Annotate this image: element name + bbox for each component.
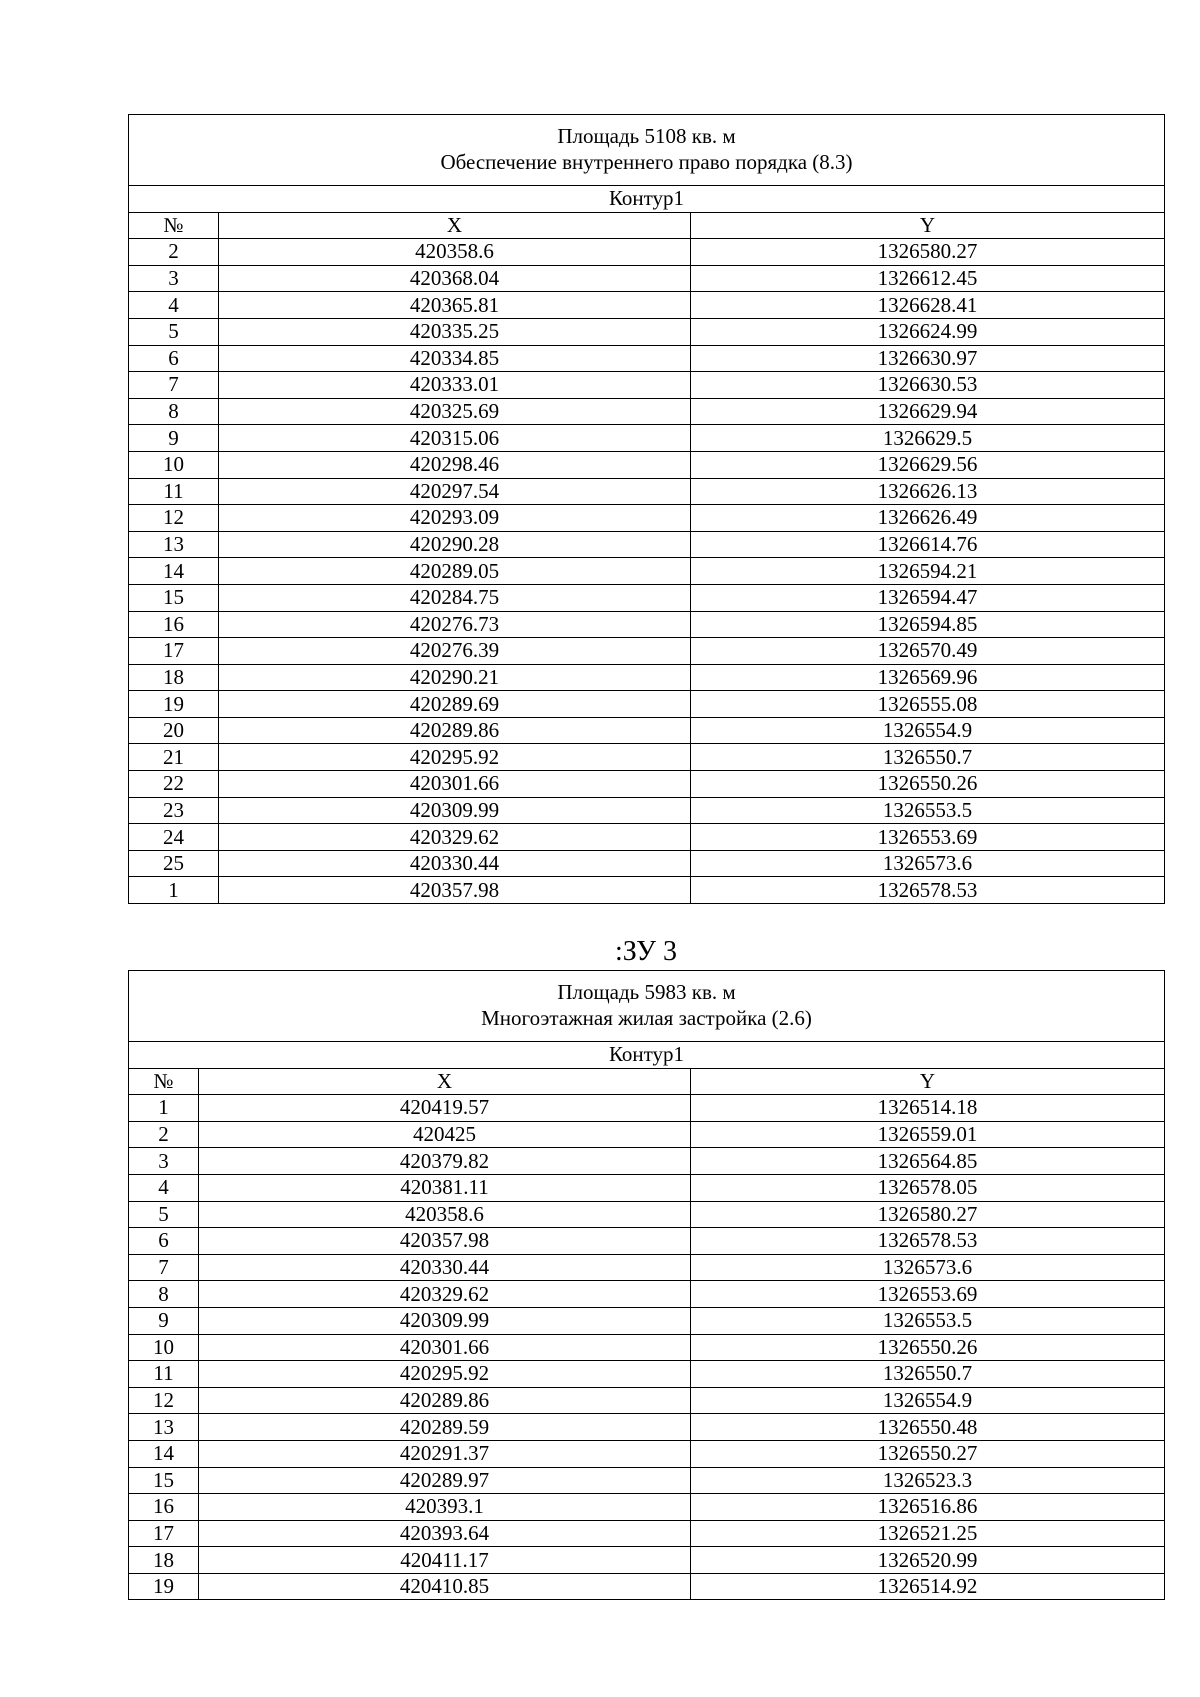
column-header-x: X [199, 1068, 691, 1095]
table-caption [129, 115, 1165, 186]
area-text: Площадь 5108 кв. м [557, 124, 736, 148]
coord-y: 1326550.26 [691, 771, 1165, 798]
point-number: 22 [129, 771, 219, 798]
table-row [129, 1440, 1165, 1467]
coord-x: 420289.69 [219, 691, 691, 718]
table-row [129, 1174, 1165, 1201]
coord-y: 1326564.85 [691, 1148, 1165, 1175]
coordinates-block-2 [128, 970, 1164, 1600]
coord-y: 1326553.5 [691, 1307, 1165, 1334]
point-number: 11 [129, 1361, 199, 1388]
table-row [129, 1387, 1165, 1414]
coord-y: 1326626.13 [691, 478, 1165, 505]
coord-y: 1326550.7 [691, 744, 1165, 771]
coord-y: 1326550.7 [691, 1361, 1165, 1388]
contour-row [129, 1042, 1165, 1069]
table-row [129, 797, 1165, 824]
coord-x: 420358.6 [219, 239, 691, 266]
coord-x: 420289.86 [219, 717, 691, 744]
point-number: 7 [129, 372, 219, 399]
point-number: 16 [129, 611, 219, 638]
coord-y: 1326614.76 [691, 531, 1165, 558]
table-row [129, 265, 1165, 292]
point-number: 14 [129, 1440, 199, 1467]
coord-x: 420301.66 [219, 771, 691, 798]
coord-y: 1326573.6 [691, 850, 1165, 877]
coord-x: 420315.06 [219, 425, 691, 452]
coord-y: 1326554.9 [691, 1387, 1165, 1414]
coord-y: 1326514.18 [691, 1095, 1165, 1122]
coord-y: 1326553.69 [691, 1281, 1165, 1308]
point-number: 4 [129, 292, 219, 319]
coord-y: 1326570.49 [691, 638, 1165, 665]
table-row [129, 345, 1165, 372]
coord-x: 420357.98 [199, 1228, 691, 1255]
point-number: 17 [129, 1520, 199, 1547]
point-number: 21 [129, 744, 219, 771]
coord-x: 420301.66 [199, 1334, 691, 1361]
coord-y: 1326573.6 [691, 1254, 1165, 1281]
coord-y: 1326578.53 [691, 877, 1165, 904]
table-row [129, 717, 1165, 744]
table-row [129, 744, 1165, 771]
point-number: 6 [129, 1228, 199, 1255]
coord-x: 420325.69 [219, 398, 691, 425]
point-number: 14 [129, 558, 219, 585]
coord-y: 1326516.86 [691, 1494, 1165, 1521]
coord-x: 420330.44 [199, 1254, 691, 1281]
table-row [129, 398, 1165, 425]
point-number: 19 [129, 691, 219, 718]
point-number: 3 [129, 265, 219, 292]
coord-y: 1326514.92 [691, 1573, 1165, 1600]
coord-x: 420289.86 [199, 1387, 691, 1414]
coord-x: 420289.97 [199, 1467, 691, 1494]
coord-x: 420290.28 [219, 531, 691, 558]
table-row [129, 877, 1165, 904]
coord-x: 420295.92 [219, 744, 691, 771]
table-row [129, 1361, 1165, 1388]
point-number: 7 [129, 1254, 199, 1281]
table-row [129, 1547, 1165, 1574]
coord-y: 1326629.56 [691, 451, 1165, 478]
coord-y: 1326578.53 [691, 1228, 1165, 1255]
purpose-text: Многоэтажная жилая застройка (2.6) [481, 1006, 812, 1030]
point-number: 24 [129, 824, 219, 851]
coord-y: 1326594.21 [691, 558, 1165, 585]
table-row [129, 1254, 1165, 1281]
coord-x: 420357.98 [219, 877, 691, 904]
table-row [129, 531, 1165, 558]
coord-y: 1326559.01 [691, 1121, 1165, 1148]
point-number: 3 [129, 1148, 199, 1175]
table-row [129, 584, 1165, 611]
coord-y: 1326624.99 [691, 318, 1165, 345]
table-row [129, 558, 1165, 585]
coord-x: 420393.1 [199, 1494, 691, 1521]
coord-x: 420411.17 [199, 1547, 691, 1574]
coord-y: 1326550.48 [691, 1414, 1165, 1441]
coord-y: 1326553.69 [691, 824, 1165, 851]
column-header-x: X [219, 212, 691, 239]
point-number: 5 [129, 1201, 199, 1228]
table-row [129, 1121, 1165, 1148]
point-number: 12 [129, 505, 219, 532]
coord-x: 420290.21 [219, 664, 691, 691]
table-header-row [129, 971, 1165, 1042]
point-number: 5 [129, 318, 219, 345]
coord-x: 420333.01 [219, 372, 691, 399]
point-number: 15 [129, 584, 219, 611]
point-number: 17 [129, 638, 219, 665]
coord-y: 1326612.45 [691, 265, 1165, 292]
coord-y: 1326550.26 [691, 1334, 1165, 1361]
coord-y: 1326630.97 [691, 345, 1165, 372]
coord-x: 420289.05 [219, 558, 691, 585]
point-number: 6 [129, 345, 219, 372]
coord-y: 1326580.27 [691, 239, 1165, 266]
coord-y: 1326520.99 [691, 1547, 1165, 1574]
coordinates-table-2 [128, 970, 1165, 1600]
table-row [129, 1228, 1165, 1255]
point-number: 4 [129, 1174, 199, 1201]
point-number: 23 [129, 797, 219, 824]
table-row [129, 850, 1165, 877]
coord-x: 420291.37 [199, 1440, 691, 1467]
coord-y: 1326626.49 [691, 505, 1165, 532]
coord-y: 1326553.5 [691, 797, 1165, 824]
column-header-y: Y [691, 1068, 1165, 1095]
table-row [129, 611, 1165, 638]
table-row [129, 771, 1165, 798]
table-row [129, 425, 1165, 452]
coord-y: 1326629.94 [691, 398, 1165, 425]
table-row [129, 1281, 1165, 1308]
point-number: 19 [129, 1573, 199, 1600]
coord-x: 420393.64 [199, 1520, 691, 1547]
point-number: 18 [129, 1547, 199, 1574]
point-number: 20 [129, 717, 219, 744]
coord-x: 420329.62 [199, 1281, 691, 1308]
table-row [129, 1307, 1165, 1334]
coord-x: 420379.82 [199, 1148, 691, 1175]
coord-x: 420365.81 [219, 292, 691, 319]
table-row [129, 239, 1165, 266]
coordinates-block-1 [128, 114, 1164, 904]
coord-x: 420410.85 [199, 1573, 691, 1600]
coord-y: 1326554.9 [691, 717, 1165, 744]
coord-x: 420425 [199, 1121, 691, 1148]
table-row [129, 292, 1165, 319]
coord-y: 1326594.85 [691, 611, 1165, 638]
contour-label: Контур1 [129, 1042, 1165, 1069]
column-header-y: Y [691, 212, 1165, 239]
coord-x: 420298.46 [219, 451, 691, 478]
coord-y: 1326523.3 [691, 1467, 1165, 1494]
coord-x: 420289.59 [199, 1414, 691, 1441]
table-row [129, 1334, 1165, 1361]
coord-x: 420309.99 [219, 797, 691, 824]
coord-y: 1326580.27 [691, 1201, 1165, 1228]
contour-row [129, 186, 1165, 213]
plot-title: :ЗУ 3 [615, 936, 677, 967]
point-number: 2 [129, 239, 219, 266]
coord-y: 1326555.08 [691, 691, 1165, 718]
area-text: Площадь 5983 кв. м [557, 980, 736, 1004]
coord-x: 420297.54 [219, 478, 691, 505]
column-header-row [129, 1068, 1165, 1095]
coord-y: 1326578.05 [691, 1174, 1165, 1201]
point-number: 10 [129, 451, 219, 478]
point-number: 9 [129, 1307, 199, 1334]
coord-x: 420358.6 [199, 1201, 691, 1228]
point-number: 16 [129, 1494, 199, 1521]
point-number: 1 [129, 1095, 199, 1122]
table-row [129, 1414, 1165, 1441]
table-row [129, 1148, 1165, 1175]
table-row [129, 1467, 1165, 1494]
point-number: 1 [129, 877, 219, 904]
coord-x: 420293.09 [219, 505, 691, 532]
point-number: 9 [129, 425, 219, 452]
table-row [129, 824, 1165, 851]
coord-x: 420276.39 [219, 638, 691, 665]
coordinates-table-1 [128, 114, 1165, 904]
coord-y: 1326550.27 [691, 1440, 1165, 1467]
coord-y: 1326521.25 [691, 1520, 1165, 1547]
point-number: 18 [129, 664, 219, 691]
point-number: 13 [129, 531, 219, 558]
table-row [129, 505, 1165, 532]
table-row [129, 318, 1165, 345]
coord-x: 420284.75 [219, 584, 691, 611]
coord-x: 420276.73 [219, 611, 691, 638]
coord-x: 420329.62 [219, 824, 691, 851]
table-row [129, 1520, 1165, 1547]
coord-x: 420295.92 [199, 1361, 691, 1388]
table-header-row [129, 115, 1165, 186]
point-number: 8 [129, 1281, 199, 1308]
column-header-number: № [129, 1068, 199, 1095]
coord-x: 420330.44 [219, 850, 691, 877]
table-row [129, 638, 1165, 665]
coord-x: 420334.85 [219, 345, 691, 372]
table-row [129, 664, 1165, 691]
coord-x: 420368.04 [219, 265, 691, 292]
table-row [129, 478, 1165, 505]
coord-x: 420381.11 [199, 1174, 691, 1201]
coord-x: 420335.25 [219, 318, 691, 345]
purpose-text: Обеспечение внутреннего право порядка (8.3) [440, 150, 853, 174]
coord-y: 1326569.96 [691, 664, 1165, 691]
table-row [129, 372, 1165, 399]
table-row [129, 1573, 1165, 1600]
column-header-row [129, 212, 1165, 239]
point-number: 12 [129, 1387, 199, 1414]
table-row [129, 1494, 1165, 1521]
coord-y: 1326629.5 [691, 425, 1165, 452]
point-number: 15 [129, 1467, 199, 1494]
coord-y: 1326630.53 [691, 372, 1165, 399]
coord-x: 420309.99 [199, 1307, 691, 1334]
table-caption [129, 971, 1165, 1042]
point-number: 11 [129, 478, 219, 505]
point-number: 2 [129, 1121, 199, 1148]
point-number: 8 [129, 398, 219, 425]
table-row [129, 1095, 1165, 1122]
point-number: 13 [129, 1414, 199, 1441]
point-number: 10 [129, 1334, 199, 1361]
table-row [129, 451, 1165, 478]
column-header-number: № [129, 212, 219, 239]
coord-x: 420419.57 [199, 1095, 691, 1122]
table-row [129, 691, 1165, 718]
coord-y: 1326594.47 [691, 584, 1165, 611]
contour-label: Контур1 [129, 186, 1165, 213]
coord-y: 1326628.41 [691, 292, 1165, 319]
point-number: 25 [129, 850, 219, 877]
table-row [129, 1201, 1165, 1228]
